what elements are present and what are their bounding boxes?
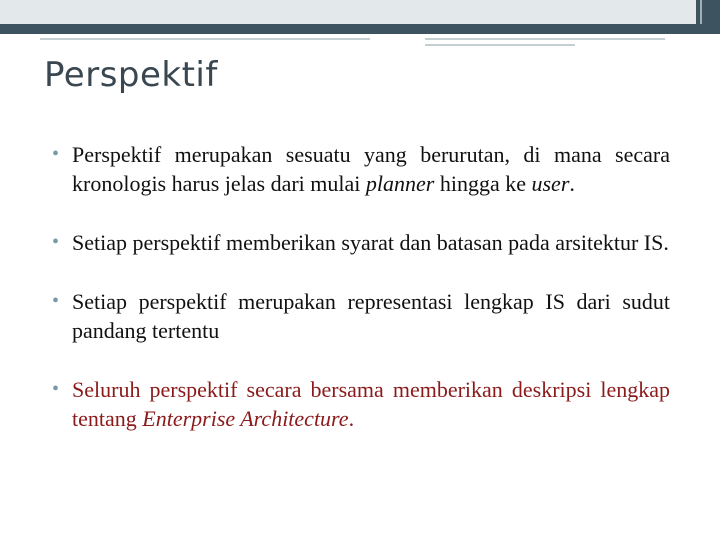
bullet-item bbox=[52, 287, 670, 345]
bullet-text: Perspektif merupakan sesuatu yang berurutan, di mana secara kronologis harus jelas dari mulai bbox=[72, 142, 670, 196]
bullet-list bbox=[52, 140, 670, 463]
bullet-marker: • bbox=[52, 290, 60, 312]
bullet-marker: • bbox=[52, 231, 60, 253]
bullet-text: . bbox=[569, 171, 575, 196]
bullet-item bbox=[52, 228, 670, 257]
bullet-item bbox=[52, 375, 670, 433]
bullet-text-italic: planner bbox=[365, 171, 435, 196]
slide-title: Perspektif bbox=[44, 55, 218, 95]
header-bar bbox=[0, 24, 696, 34]
bullet-text: hingga ke bbox=[434, 171, 532, 196]
bullet-text: . bbox=[348, 406, 355, 431]
bullet-marker: • bbox=[52, 378, 60, 400]
header-band bbox=[0, 0, 720, 24]
bullet-text: Setiap perspektif merupakan representasi lengkap IS dari sudut pandang tertentu bbox=[72, 289, 670, 343]
bullet-marker: • bbox=[52, 143, 60, 165]
bullet-text: Seluruh perspektif secara bersama memberikan deskripsi lengkap tentang bbox=[72, 377, 670, 431]
bullet-text-italic: user bbox=[531, 171, 570, 196]
decor-stripe-right-top bbox=[425, 38, 665, 40]
decor-stripe-right-bottom bbox=[425, 44, 575, 46]
bullet-item bbox=[52, 140, 670, 198]
bullet-text: Setiap perspektif memberikan syarat dan batasan pada arsitektur IS. bbox=[72, 230, 669, 255]
decor-stripe-left bbox=[40, 38, 370, 40]
bullet-text-italic: Enterprise Architecture bbox=[142, 406, 349, 431]
header-divider bbox=[700, 0, 702, 24]
